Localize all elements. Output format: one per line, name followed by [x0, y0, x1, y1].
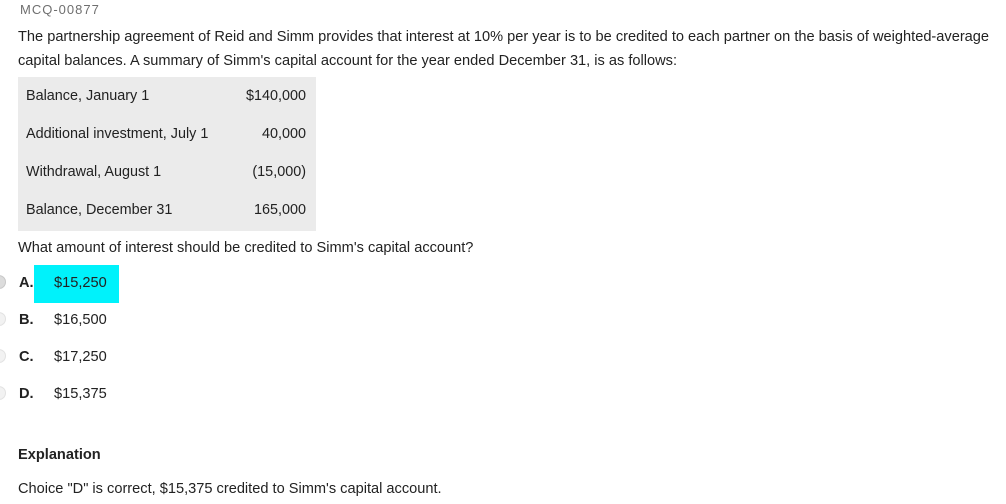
option-d-radio[interactable] — [0, 386, 6, 400]
option-c-letter: C. — [19, 349, 34, 365]
option-d-letter: D. — [19, 386, 34, 402]
option-c-radio[interactable] — [0, 349, 6, 363]
option-b-letter: B. — [19, 312, 34, 328]
summary-row-label: Withdrawal, August 1 — [26, 164, 162, 180]
explanation-text: Choice "D" is correct, $15,375 credited to Simm's capital account. — [18, 481, 442, 497]
summary-row-amount: 40,000 — [261, 126, 306, 142]
summary-row-label: Balance, December 31 — [26, 202, 173, 218]
option-a-radio[interactable] — [0, 275, 6, 289]
summary-row-label: Balance, January 1 — [26, 88, 150, 104]
option-a-value: $15,250 — [54, 275, 107, 291]
summary-row-amount: $140,000 — [245, 88, 306, 104]
summary-row-amount: (15,000) — [252, 164, 306, 180]
explanation-heading: Explanation — [18, 447, 101, 463]
summary-row-amount: 165,000 — [253, 202, 306, 218]
option-b[interactable] — [0, 303, 300, 339]
summary-row — [18, 153, 316, 191]
summary-row — [18, 191, 316, 229]
question-id: MCQ-00877 — [20, 2, 100, 17]
summary-row — [18, 77, 316, 115]
option-b-value: $16,500 — [54, 312, 107, 328]
option-d-value: $15,375 — [54, 386, 107, 402]
question-prompt: What amount of interest should be credited to Simm's capital account? — [18, 240, 474, 256]
option-c-value: $17,250 — [54, 349, 107, 365]
option-d[interactable] — [0, 377, 300, 413]
option-a[interactable] — [0, 266, 300, 302]
option-b-radio[interactable] — [0, 312, 6, 326]
option-c[interactable] — [0, 340, 300, 376]
capital-account-summary-table — [18, 77, 316, 231]
summary-row — [18, 115, 316, 153]
question-text: The partnership agreement of Reid and Simm provides that interest at 10% per year is to be credited to each partner on the basis of weighted-average capital balances. A summary of Simm's capital account for the year ended December 31, is as follows: — [18, 29, 990, 69]
option-a-letter: A. — [19, 275, 34, 291]
summary-row-label: Additional investment, July 1 — [26, 126, 209, 142]
